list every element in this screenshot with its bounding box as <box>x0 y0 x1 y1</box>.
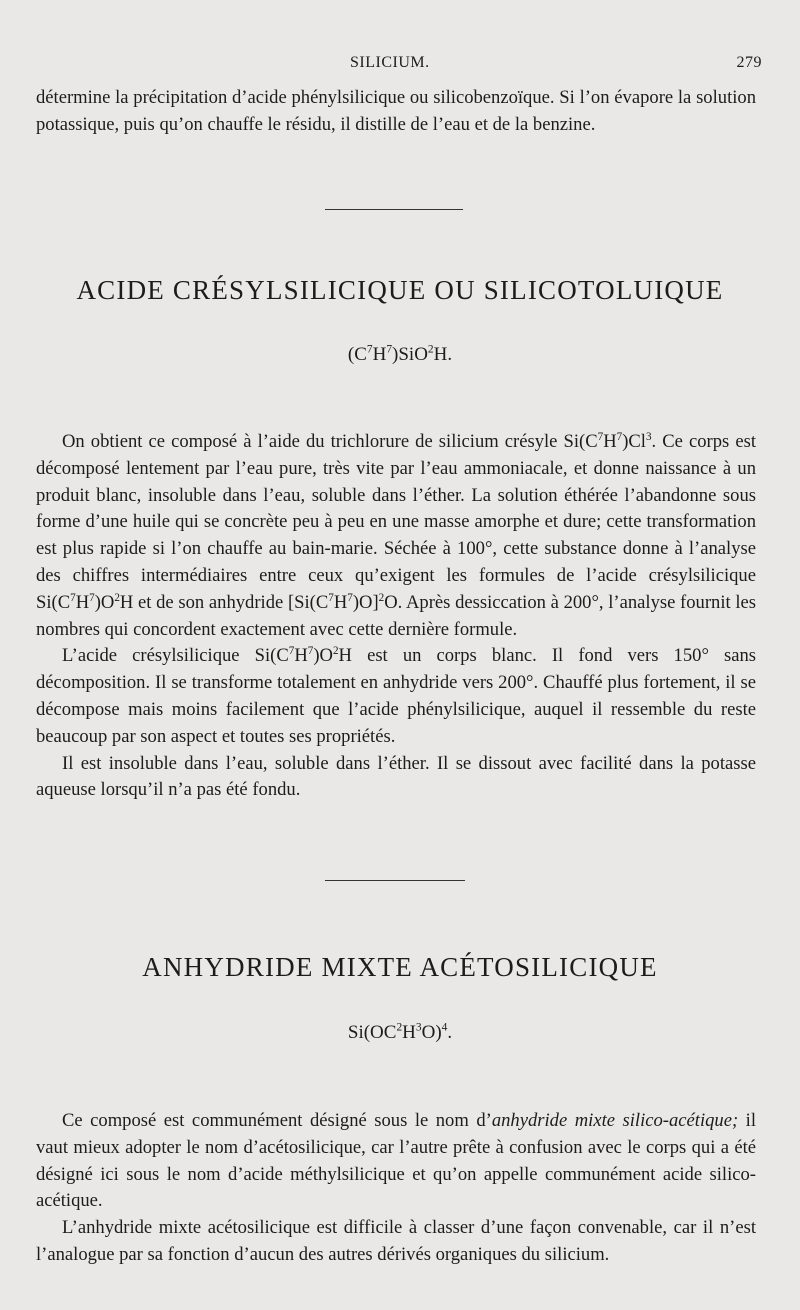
section-divider <box>325 880 465 881</box>
running-head-title: SILICIUM. <box>350 54 430 71</box>
section-title: ANHYDRIDE MIXTE ACÉTOSILICIQUE <box>142 952 658 982</box>
body-paragraph: L’anhydride mixte acétosilicique est difficile à classer d’une façon convenable, car il n’est l’analogue par sa fonction d’aucun des autres dérivés organiques du silicium. <box>36 1217 756 1265</box>
section-formula: $Si(OC^2H^3O)^4$. <box>347 1021 453 1043</box>
page-number: 279 <box>736 54 762 71</box>
body-paragraph: On obtient ce composé à l’aide du trichlorure de silicium crésyle $Si(C^7H^7)Cl^3$. Ce corps est décomposé lentement par l’eau pure, très vite par l’eau ammoniacale, et donne naissance à un produit blanc, insoluble dans l’eau, soluble dans l’éther. La solution éthérée l’abandonne sous forme d’une huile qui se concrète peu à peu en une masse amorphe et dure; cette transformation est plus rapide si l’on chauffe au bain-marie. Séchée à 100°, cette substance donne à l’analyse des chiffres intermédiaires entre ceux qu’exigent les formules de l’acide crésylsilicique $Si(C^7H^7)O^2H$ et de son anhydride $[Si(C^7H^7)O]^2O$. Après dessiccation à 200°, l’analyse fournit les nombres qui concordent exactement avec cette dernière formule. <box>36 430 757 640</box>
section2-body <box>36 1108 756 1269</box>
body-paragraph: Il est insoluble dans l’eau, soluble dans l’éther. Il se dissout avec facilité dans la potasse aqueuse lorsqu’il n’a pas été fondu. <box>36 752 756 801</box>
section-formula: $(C^7H^7)SiO^2H$. <box>347 343 453 365</box>
section1-body <box>36 429 756 804</box>
section-divider <box>325 209 463 210</box>
section-title: ACIDE CRÉSYLSILICIQUE OU SILICOTOLUIQUE <box>76 275 724 305</box>
body-paragraph: L’acide crésylsilicique $Si(C^7H^7)O^2H$ est un corps blanc. Il fond vers 150° sans décomposition. Il se transforme totalement en anhydride vers 200°. Chauffé plus fortement, il se décompose mais moins facilement que l’acide phénylsilicique, auquel il ressemble du reste beaucoup par son aspect et toutes ses propriétés. <box>36 645 757 747</box>
intro-paragraph: détermine la précipitation d’acide phénylsilicique ou silicobenzoïque. Si l’on évapore la solution potassique, puis qu’on chauffe le résidu, il distille de l’eau et de la benzine. <box>36 87 756 135</box>
body-paragraph: Ce composé est communément désigné sous le nom d’anhydride mixte silico-acétique; il vaut mieux adopter le nom d’acétosilicique, car l’autre prête à confusion avec le corps qui a été désigné ici sous le nom d’acide méthylsilicique et qu’on appelle communément acide silico-acétique. <box>36 1110 756 1212</box>
intro-paragraph-block <box>36 85 756 139</box>
running-head <box>0 50 800 76</box>
